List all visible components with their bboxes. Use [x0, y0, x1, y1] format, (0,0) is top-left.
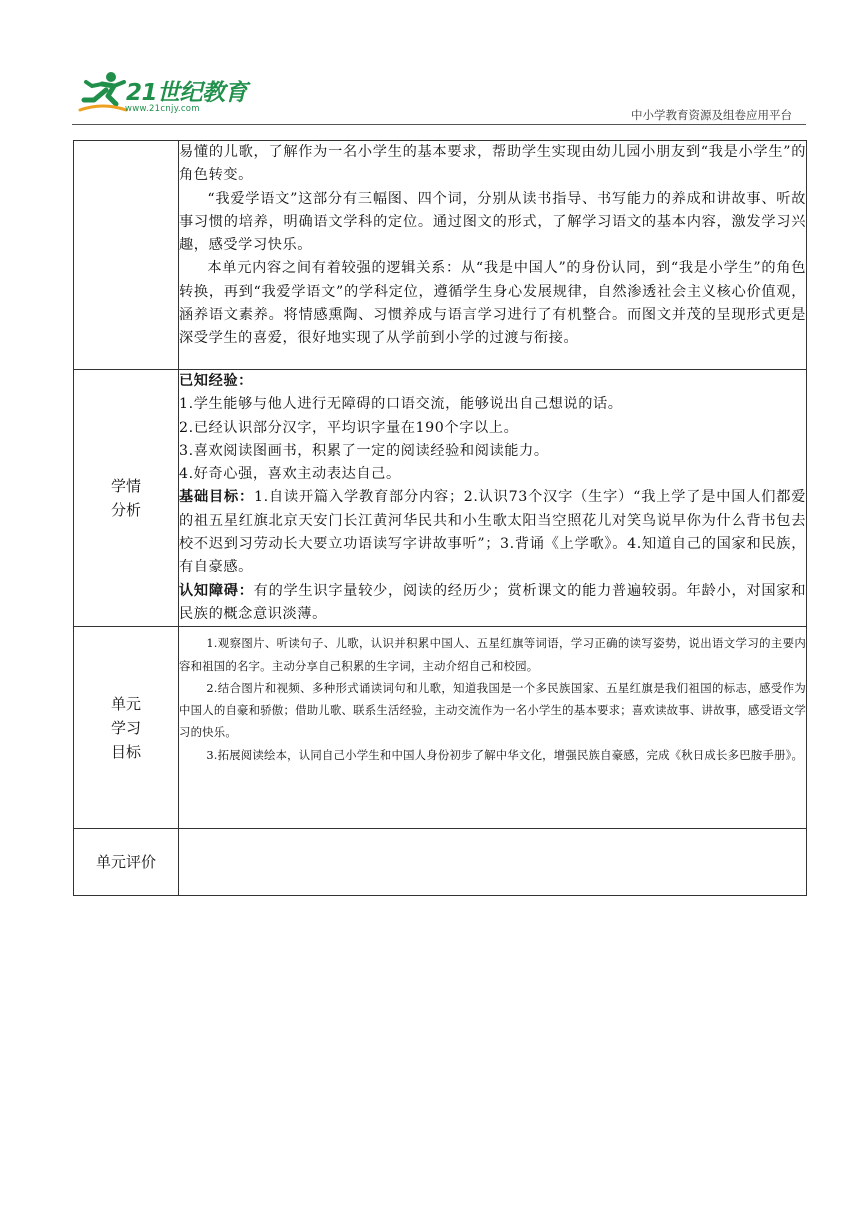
- platform-name: 中小学教育资源及组卷应用平台: [631, 108, 792, 122]
- label-line: 学情: [110, 477, 141, 496]
- row-label-evaluation: 单元评价: [74, 829, 179, 896]
- runner-logo-icon: [78, 70, 128, 114]
- list-item: 3.喜欢阅读图画书，积累了一定的阅读经验和阅读能力。: [179, 442, 549, 459]
- list-item: 4.好奇心强，喜欢主动表达自己。: [179, 466, 401, 483]
- logo: [78, 66, 248, 118]
- header-divider: [72, 124, 806, 125]
- logo-url: www.21cnjy.com: [125, 104, 200, 114]
- table-row-continued: [74, 141, 807, 370]
- section-title: 已知经验：: [179, 373, 253, 389]
- paragraph: 易懂的儿歌，了解作为一名小学生的基本要求，帮助学生实现由幼儿园小朋友到“我是小学生”的角色转变。: [179, 144, 806, 184]
- label-line: 目标: [110, 742, 141, 761]
- label-line: 单元: [110, 694, 141, 713]
- label-line: 分析: [110, 501, 141, 520]
- cognitive-obstacles: [179, 580, 806, 627]
- goal-item: 3.拓展阅读绘本，认同自己小学生和中国人身份初步了解中华文化，增强民族自豪感，完成《秋日成长多巴胺手册》。: [206, 747, 804, 762]
- section-title: 认知障碍：: [179, 582, 254, 599]
- lesson-plan-table: [73, 140, 807, 896]
- row-label-goals: [74, 627, 179, 829]
- student-analysis: [179, 370, 807, 627]
- logo-text: 21世纪教育: [126, 80, 248, 106]
- list-item: 1.学生能够与他人进行无障碍的口语交流，能够说出自己想说的话。: [179, 396, 623, 413]
- unit-goals: [179, 627, 807, 829]
- table-row-evaluation: [74, 829, 807, 896]
- basic-goals: [179, 486, 806, 579]
- obstacles-text: 有的学生识字量较少，阅读的经历少；赏析课文的能力普遍较弱。年龄小，对国家和民族的概念意识淡薄。: [179, 582, 806, 622]
- list-item: 2.已经认识部分汉字，平均识字量在190个字以上。: [179, 419, 519, 436]
- label-line: 学习: [110, 718, 141, 737]
- paragraph: “我爱学语文”这部分有三幅图、四个词，分别从读书指导、书写能力的养成和讲故事、听故事习惯的培养，明确语文学科的定位。通过图文的形式，了解学习语文的基本内容，激发学习兴趣，感受学习快乐。: [179, 190, 806, 254]
- row-label-xueqing: [74, 370, 179, 627]
- page-header: [0, 0, 860, 130]
- paragraph: 本单元内容之间有着较强的逻辑关系：从“我是中国人”的身份认同，到“我是小学生”的角色转换，再到“我爱学语文”的学科定位，遵循学生身心发展规律，自然渗透社会主义核心价值观，涵养语文素养。将情感熏陶、习惯养成与语言学习进行了有机整合。而图文并茂的呈现形式更是深受学生的喜爱，很好地实现了从学前到小学的过渡与衔接。: [179, 260, 806, 347]
- table-row-goals: [74, 627, 807, 829]
- goal-item: 1.观察图片、听读句子、儿歌，认识并积累中国人、五星红旗等词语，学习正确的读写姿势，说出语文学习的主要内容和祖国的名字。主动分享自己积累的生字词，主动介绍自己和校园。: [179, 636, 806, 673]
- basic-goals-text: 1.自读开篇入学教育部分内容；2.认识73个汉字（生字）“我上学了是中国人们都爱的祖五星红旗北京天安门长江黄河华民共和小生歌太阳当空照花儿对笑鸟说早你为什么背书包去校不迟到习劳动长大要立功语读写字讲故事听”；3.背诵《上学歌》。4.知道自己的国家和民族，有自豪感。: [179, 489, 806, 576]
- table-row-xueqing: [74, 370, 807, 627]
- row-label-empty: [74, 141, 179, 370]
- goal-item: 2.结合图片和视频、多种形式诵读词句和儿歌，知道我国是一个多民族国家、五星红旗是我们祖国的标志，感受作为中国人的自豪和骄傲；借助儿歌、联系生活经验，主动交流作为一名小学生的基本要求；喜欢读故事、讲故事，感受语文学习的快乐。: [179, 680, 806, 740]
- unit-analysis-continued: [179, 141, 807, 370]
- section-title: 基础目标：: [179, 489, 254, 506]
- evaluation-content: [179, 829, 807, 896]
